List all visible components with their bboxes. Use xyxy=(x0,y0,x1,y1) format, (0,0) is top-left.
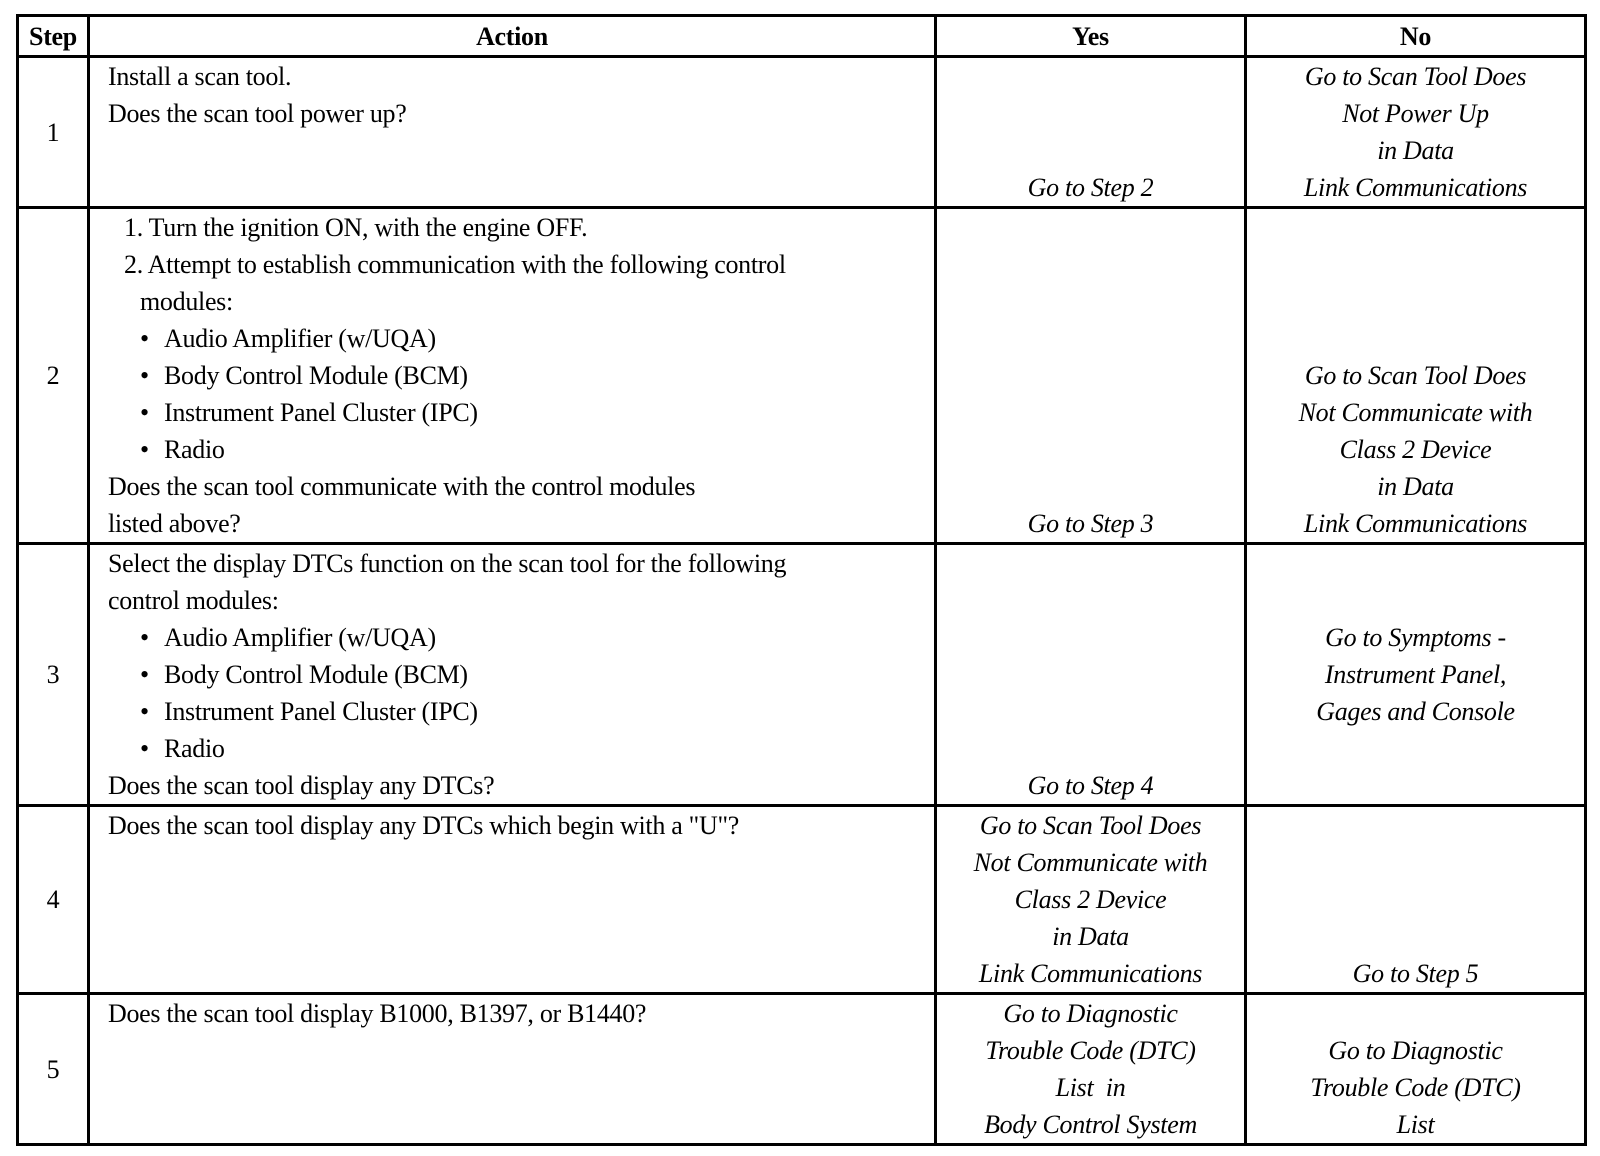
yes-link[interactable]: Go to Step 2 xyxy=(1027,173,1154,202)
yes-link[interactable]: Go to Step 3 xyxy=(1027,509,1154,538)
action-cell xyxy=(89,208,936,544)
no-link[interactable]: Link Communications xyxy=(1303,509,1528,538)
yes-cell xyxy=(936,994,1246,1145)
no-cell xyxy=(1246,806,1586,994)
no-link[interactable]: in Data xyxy=(1377,136,1454,165)
yes-link[interactable]: in Data xyxy=(1052,922,1129,951)
yes-cell xyxy=(936,544,1246,806)
action-text: Does the scan tool power up? xyxy=(108,99,407,128)
action-bullet: • Body Control Module (BCM) xyxy=(108,656,934,693)
no-link[interactable]: Gages and Console xyxy=(1316,697,1515,726)
action-bullet: • Radio xyxy=(108,431,934,468)
no-link[interactable]: Go to Symptoms - xyxy=(1325,623,1506,652)
step-number: 4 xyxy=(18,806,89,994)
action-text: Does the scan tool display any DTCs which begin with a "U"? xyxy=(108,811,740,840)
step-number: 3 xyxy=(18,544,89,806)
action-cell xyxy=(89,806,936,994)
action-cell xyxy=(89,57,936,208)
diagnostic-table xyxy=(16,14,1587,1146)
action-bullet: • Body Control Module (BCM) xyxy=(108,357,934,394)
yes-cell xyxy=(936,57,1246,208)
step-number: 1 xyxy=(18,57,89,208)
action-numbered-item: 2. Attempt to establish communication with the following control xyxy=(124,250,786,279)
no-link[interactable]: Class 2 Device xyxy=(1339,435,1492,464)
yes-link[interactable]: Go to Step 4 xyxy=(1027,771,1154,800)
no-link[interactable]: Go to Diagnostic xyxy=(1328,1036,1503,1065)
no-link[interactable]: Go to Step 5 xyxy=(1352,959,1479,988)
no-link[interactable]: Go to Scan Tool Does xyxy=(1304,62,1527,91)
action-cell xyxy=(89,544,936,806)
yes-link[interactable]: Link Communications xyxy=(978,959,1203,988)
action-bullet: • Audio Amplifier (w/UQA) xyxy=(108,619,934,656)
table-header-row xyxy=(18,16,1586,57)
action-text: Does the scan tool display any DTCs? xyxy=(108,771,495,800)
step-number: 5 xyxy=(18,994,89,1145)
no-link[interactable]: in Data xyxy=(1377,472,1454,501)
table-row xyxy=(18,208,1586,544)
yes-link[interactable]: Class 2 Device xyxy=(1014,885,1167,914)
yes-cell xyxy=(936,208,1246,544)
no-link[interactable]: Instrument Panel, xyxy=(1324,660,1507,689)
no-cell xyxy=(1246,208,1586,544)
action-text: listed above? xyxy=(108,509,241,538)
action-bullet: • Audio Amplifier (w/UQA) xyxy=(108,320,934,357)
table-row xyxy=(18,806,1586,994)
no-cell xyxy=(1246,994,1586,1145)
yes-link[interactable]: Trouble Code (DTC) xyxy=(985,1036,1196,1065)
header-yes: Yes xyxy=(936,16,1246,57)
action-bullet: • Radio xyxy=(108,730,934,767)
yes-link[interactable]: List in xyxy=(1055,1073,1126,1102)
table-row xyxy=(18,57,1586,208)
table-row xyxy=(18,544,1586,806)
action-cell xyxy=(89,994,936,1145)
yes-link[interactable]: Go to Scan Tool Does xyxy=(979,811,1202,840)
no-link[interactable]: Link Communications xyxy=(1303,173,1528,202)
action-text: Select the display DTCs function on the scan tool for the following xyxy=(108,549,787,578)
yes-link[interactable]: Go to Diagnostic xyxy=(1003,999,1178,1028)
no-cell xyxy=(1246,544,1586,806)
action-text: Install a scan tool. xyxy=(108,62,292,91)
action-text: Does the scan tool communicate with the control modules xyxy=(108,472,696,501)
action-text: control modules: xyxy=(108,586,279,615)
no-link[interactable]: Go to Scan Tool Does xyxy=(1304,361,1527,390)
no-link[interactable]: Not Communicate with xyxy=(1298,398,1533,427)
table-row xyxy=(18,994,1586,1145)
no-link[interactable]: Trouble Code (DTC) xyxy=(1310,1073,1521,1102)
no-link[interactable]: Not Power Up xyxy=(1342,99,1489,128)
action-numbered-item: 1. Turn the ignition ON, with the engine OFF. xyxy=(124,213,588,242)
action-numbered-item: modules: xyxy=(140,287,233,316)
header-step: Step xyxy=(18,16,89,57)
yes-link[interactable]: Body Control System xyxy=(984,1110,1197,1139)
no-cell xyxy=(1246,57,1586,208)
yes-link[interactable]: Not Communicate with xyxy=(973,848,1208,877)
action-text: Does the scan tool display B1000, B1397, or B1440? xyxy=(108,999,647,1028)
action-bullet: • Instrument Panel Cluster (IPC) xyxy=(108,394,934,431)
yes-cell xyxy=(936,806,1246,994)
header-action: Action xyxy=(89,16,936,57)
header-no: No xyxy=(1246,16,1586,57)
step-number: 2 xyxy=(18,208,89,544)
no-link[interactable]: List xyxy=(1396,1110,1435,1139)
action-bullet: • Instrument Panel Cluster (IPC) xyxy=(108,693,934,730)
